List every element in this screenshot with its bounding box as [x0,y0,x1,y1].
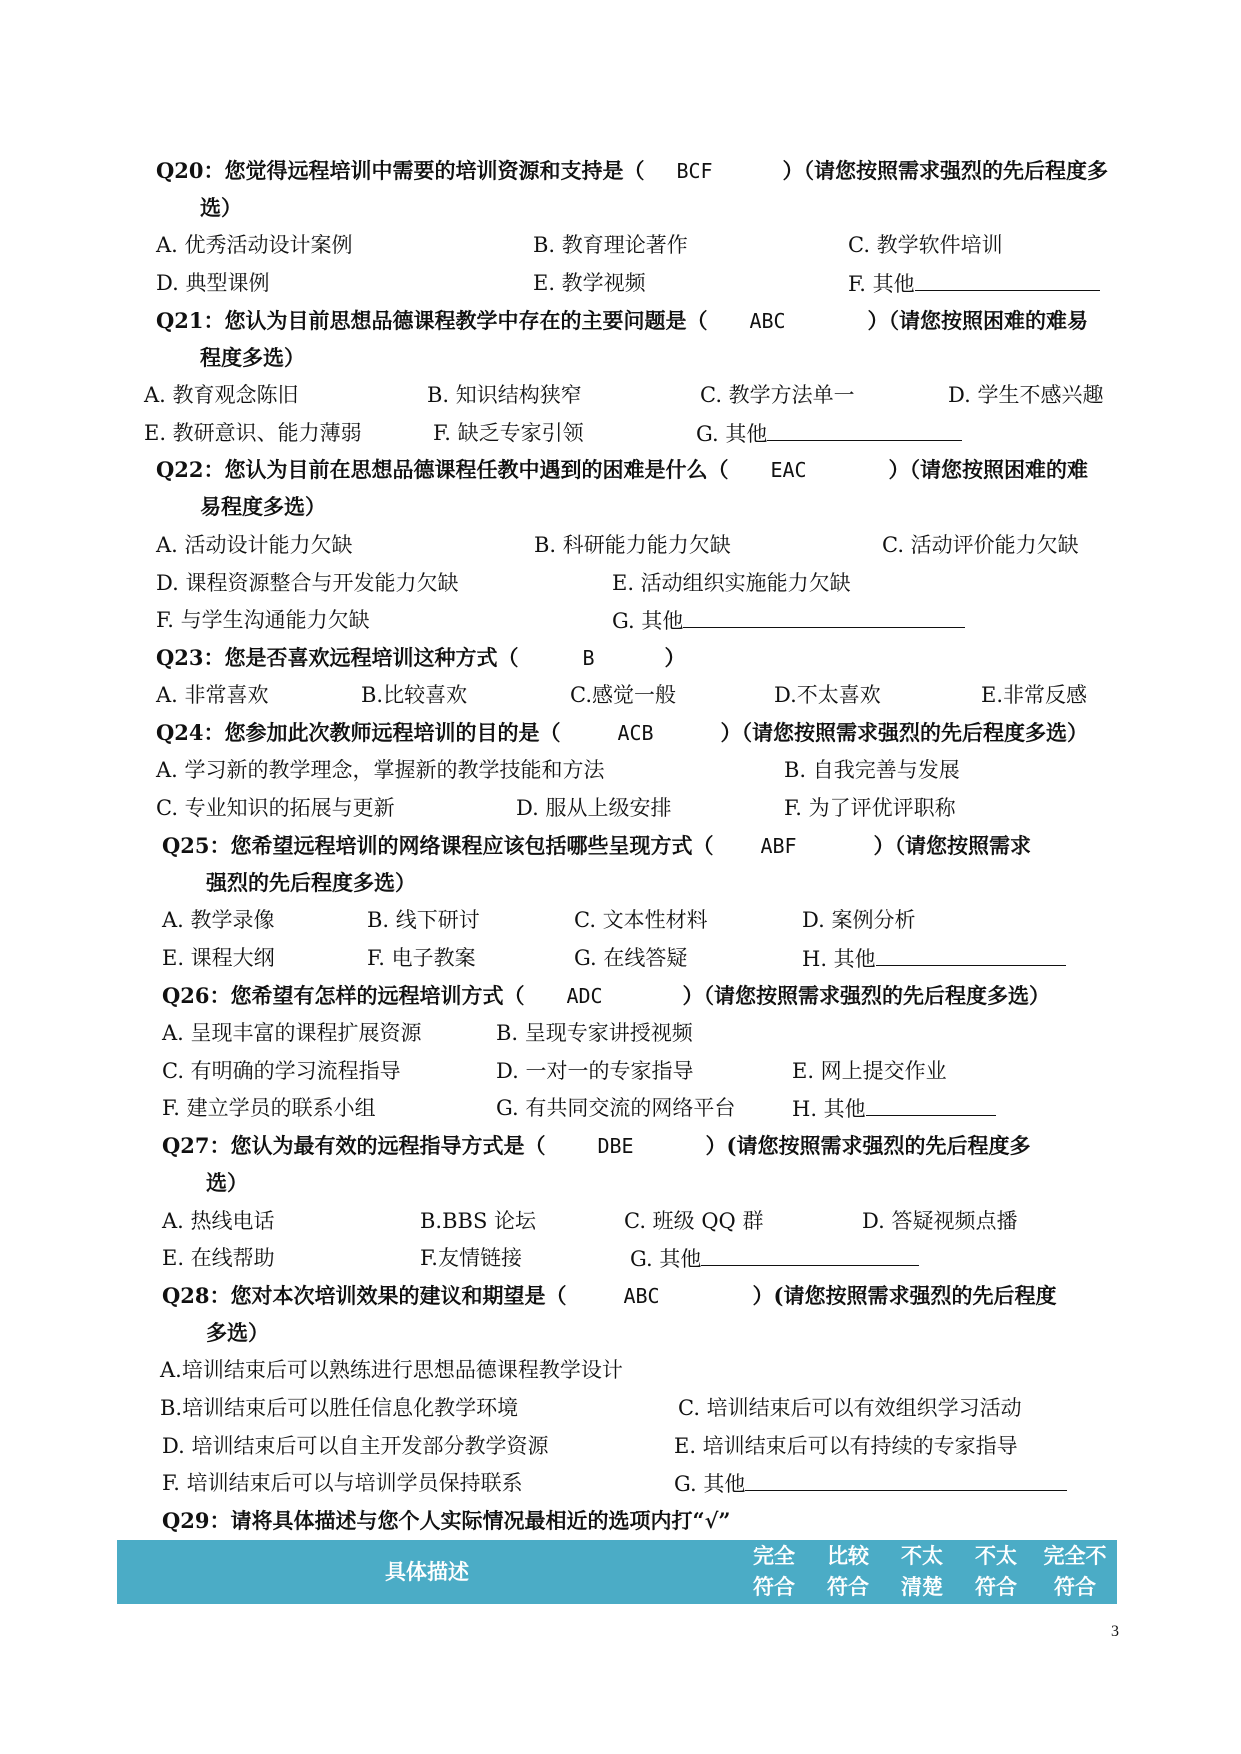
q28-other-blank [745,1464,1067,1491]
q24-answer: ACB [617,721,654,745]
column-fully-agree: 完全 符合 [753,1543,795,1599]
q21-option-f: F. 缺乏专家引领 [433,421,584,445]
q21-option-a: A. 教育观念陈旧 [144,383,299,407]
q27-answer: DBE [597,1134,634,1158]
q24-options-row2 [156,789,1156,827]
q21-answer: ABC [749,309,786,333]
q24-title: Q24：您参加此次教师远程培训的目的是（ ACB ）（请您按照需求强烈的先后程度多选） [156,714,1088,752]
q23-answer: B [582,646,595,670]
q27-options-row2 [162,1239,1162,1277]
q20-option-e: E. 教学视频 [533,271,646,295]
q24-option-f: F. 为了评优评职称 [784,796,956,820]
q20-option-f: F. 其他 [848,264,1100,303]
page-number: 3 [1111,1623,1119,1640]
q21-option-c: C. 教学方法单一 [700,383,855,407]
q25-title-cont: 强烈的先后程度多选） [206,870,416,895]
q25-other-blank [876,939,1066,966]
column-mostly-agree: 比较 符合 [827,1543,869,1599]
q26-option-f: F. 建立学员的联系小组 [162,1096,376,1120]
q20-option-a: A. 优秀活动设计案例 [156,233,353,257]
q27-option-c: C. 班级 QQ 群 [624,1209,764,1233]
q27-title: Q27：您认为最有效的远程指导方式是（ DBE ）(请您按照需求强烈的先后程度多 [162,1127,1030,1165]
q21-options-row2 [144,414,1144,452]
q28-option-e: E. 培训结束后可以有持续的专家指导 [674,1434,1018,1458]
q26-options-row1 [162,1014,1162,1052]
q25-option-d: D. 案例分析 [802,908,916,932]
q21-options-row1 [144,376,1144,414]
q23-option-e: E.非常反感 [981,683,1088,707]
q27-other-blank [701,1239,919,1266]
q27-option-g: G. 其他 [630,1239,919,1278]
q22-answer: EAC [770,458,807,482]
q25-option-a: A. 教学录像 [162,908,275,932]
q28-options-row3 [162,1427,1162,1465]
q26-option-e: E. 网上提交作业 [792,1059,947,1083]
q28-title-cont: 多选） [206,1320,269,1345]
q22-options-row1 [156,526,1156,564]
q23-option-a: A. 非常喜欢 [156,683,269,707]
q22-option-e: E. 活动组织实施能力欠缺 [612,571,851,595]
q21-title: Q21：您认为目前思想品德课程教学中存在的主要问题是（ ABC ）（请您按照困难的难易 [156,302,1088,340]
q23-option-d: D.不太喜欢 [774,683,881,707]
q20-option-c: C. 教学软件培训 [848,233,1003,257]
q20-title: Q20：您觉得远程培训中需要的培训资源和支持是（ BCF ）（请您按照需求强烈的先后程度多 [156,152,1108,190]
q23-options-row1 [156,676,1156,714]
q28-option-c: C. 培训结束后可以有效组织学习活动 [678,1396,1022,1420]
q28-option-d: D. 培训结束后可以自主开发部分教学资源 [162,1434,549,1458]
q28-answer: ABC [623,1284,660,1308]
q24-options-row1 [156,751,1156,789]
q27-options-row1 [162,1202,1162,1240]
q20-options-row2 [156,264,1156,302]
q22-option-d: D. 课程资源整合与开发能力欠缺 [156,571,459,595]
q28-title: Q28：您对本次培训效果的建议和期望是（ ABC ）(请您按照需求强烈的先后程度 [162,1277,1056,1315]
q26-options-row3 [162,1089,1162,1127]
q22-other-blank [683,601,965,628]
q20-other-blank [915,264,1100,291]
q25-option-c: C. 文本性材料 [574,908,708,932]
q25-options-row2 [162,939,1162,977]
q20-title-cont: 选） [200,195,242,220]
q25-option-e: E. 课程大纲 [162,946,275,970]
q20-options-row1 [156,226,1156,264]
q27-option-f: F.友情链接 [420,1246,522,1270]
q22-options-row2 [156,564,1156,602]
q22-option-b: B. 科研能力能力欠缺 [534,533,731,557]
q20-option-b: B. 教育理论著作 [533,233,688,257]
q28-option-a: A.培训结束后可以熟练进行思想品德课程教学设计 [160,1358,623,1382]
q28-options-row1 [160,1351,1160,1389]
rating-table-header [117,1540,1117,1604]
q24-option-a: A. 学习新的教学理念，掌握新的教学技能和方法 [156,758,605,782]
q24-option-c: C. 专业知识的拓展与更新 [156,796,395,820]
q26-options-row2 [162,1052,1162,1090]
q26-option-c: C. 有明确的学习流程指导 [162,1059,401,1083]
description-column-header: 具体描述 [385,1559,469,1584]
q24-option-d: D. 服从上级安排 [516,796,672,820]
q22-options-row3 [156,601,1156,639]
q26-option-h: H. 其他 [792,1089,996,1128]
q26-title: Q26：您希望有怎样的远程培训方式（ ADC ）（请您按照需求强烈的先后程度多选） [162,977,1050,1015]
q27-option-e: E. 在线帮助 [162,1246,275,1270]
q21-title-cont: 程度多选） [200,345,305,370]
q22-option-f: F. 与学生沟通能力欠缺 [156,608,370,632]
q26-option-a: A. 呈现丰富的课程扩展资源 [162,1021,422,1045]
q22-title-cont: 易程度多选） [200,494,326,519]
q28-option-b: B.培训结束后可以胜任信息化教学环境 [160,1396,519,1420]
q27-option-b: B.BBS 论坛 [420,1209,537,1233]
q22-option-g: G. 其他 [612,601,965,640]
q26-answer: ADC [566,984,603,1008]
q21-option-b: B. 知识结构狭窄 [427,383,582,407]
q29-title: Q29：请将具体描述与您个人实际情况最相近的选项内打“√” [162,1508,731,1533]
q25-option-h: H. 其他 [802,939,1066,978]
q25-title: Q25：您希望远程培训的网络课程应该包括哪些呈现方式（ ABF ）（请您按照需求 [162,827,1031,865]
q25-answer: ABF [760,834,797,858]
q27-option-a: A. 热线电话 [162,1209,275,1233]
q26-other-blank [866,1089,996,1116]
q22-title: Q22：您认为目前在思想品德课程任教中遇到的困难是什么（ EAC ）（请您按照困难的难 [156,451,1088,489]
q21-other-blank [767,414,962,441]
q23-option-b: B.比较喜欢 [361,683,468,707]
q25-option-b: B. 线下研讨 [367,908,480,932]
q23-option-c: C.感觉一般 [570,683,676,707]
q25-option-f: F. 电子教案 [367,946,476,970]
q21-option-e: E. 教研意识、能力薄弱 [144,421,362,445]
q27-title-cont: 选） [206,1170,248,1195]
q21-option-g: G. 其他 [696,414,962,453]
q23-title: Q23：您是否喜欢远程培训这种方式（ B ） [156,639,686,677]
q21-option-d: D. 学生不感兴趣 [948,383,1104,407]
q22-option-c: C. 活动评价能力欠缺 [882,533,1079,557]
q26-option-b: B. 呈现专家讲授视频 [496,1021,693,1045]
q25-option-g: G. 在线答疑 [574,946,688,970]
q28-option-f: F. 培训结束后可以与培训学员保持联系 [162,1471,523,1495]
q20-answer: BCF [676,159,713,183]
q28-options-row4 [162,1464,1162,1502]
q28-options-row2 [160,1389,1160,1427]
q26-option-g: G. 有共同交流的网络平台 [496,1096,736,1120]
column-not-sure: 不太 清楚 [901,1543,943,1599]
q27-option-d: D. 答疑视频点播 [862,1209,1018,1233]
q22-option-a: A. 活动设计能力欠缺 [156,533,353,557]
q20-option-d: D. 典型课例 [156,271,270,295]
column-mostly-disagree: 不太 符合 [975,1543,1017,1599]
column-fully-disagree: 完全不 符合 [1043,1543,1107,1599]
q25-options-row1 [162,901,1162,939]
q28-option-g: G. 其他 [674,1464,1067,1503]
q26-option-d: D. 一对一的专家指导 [496,1059,694,1083]
q24-option-b: B. 自我完善与发展 [784,758,960,782]
